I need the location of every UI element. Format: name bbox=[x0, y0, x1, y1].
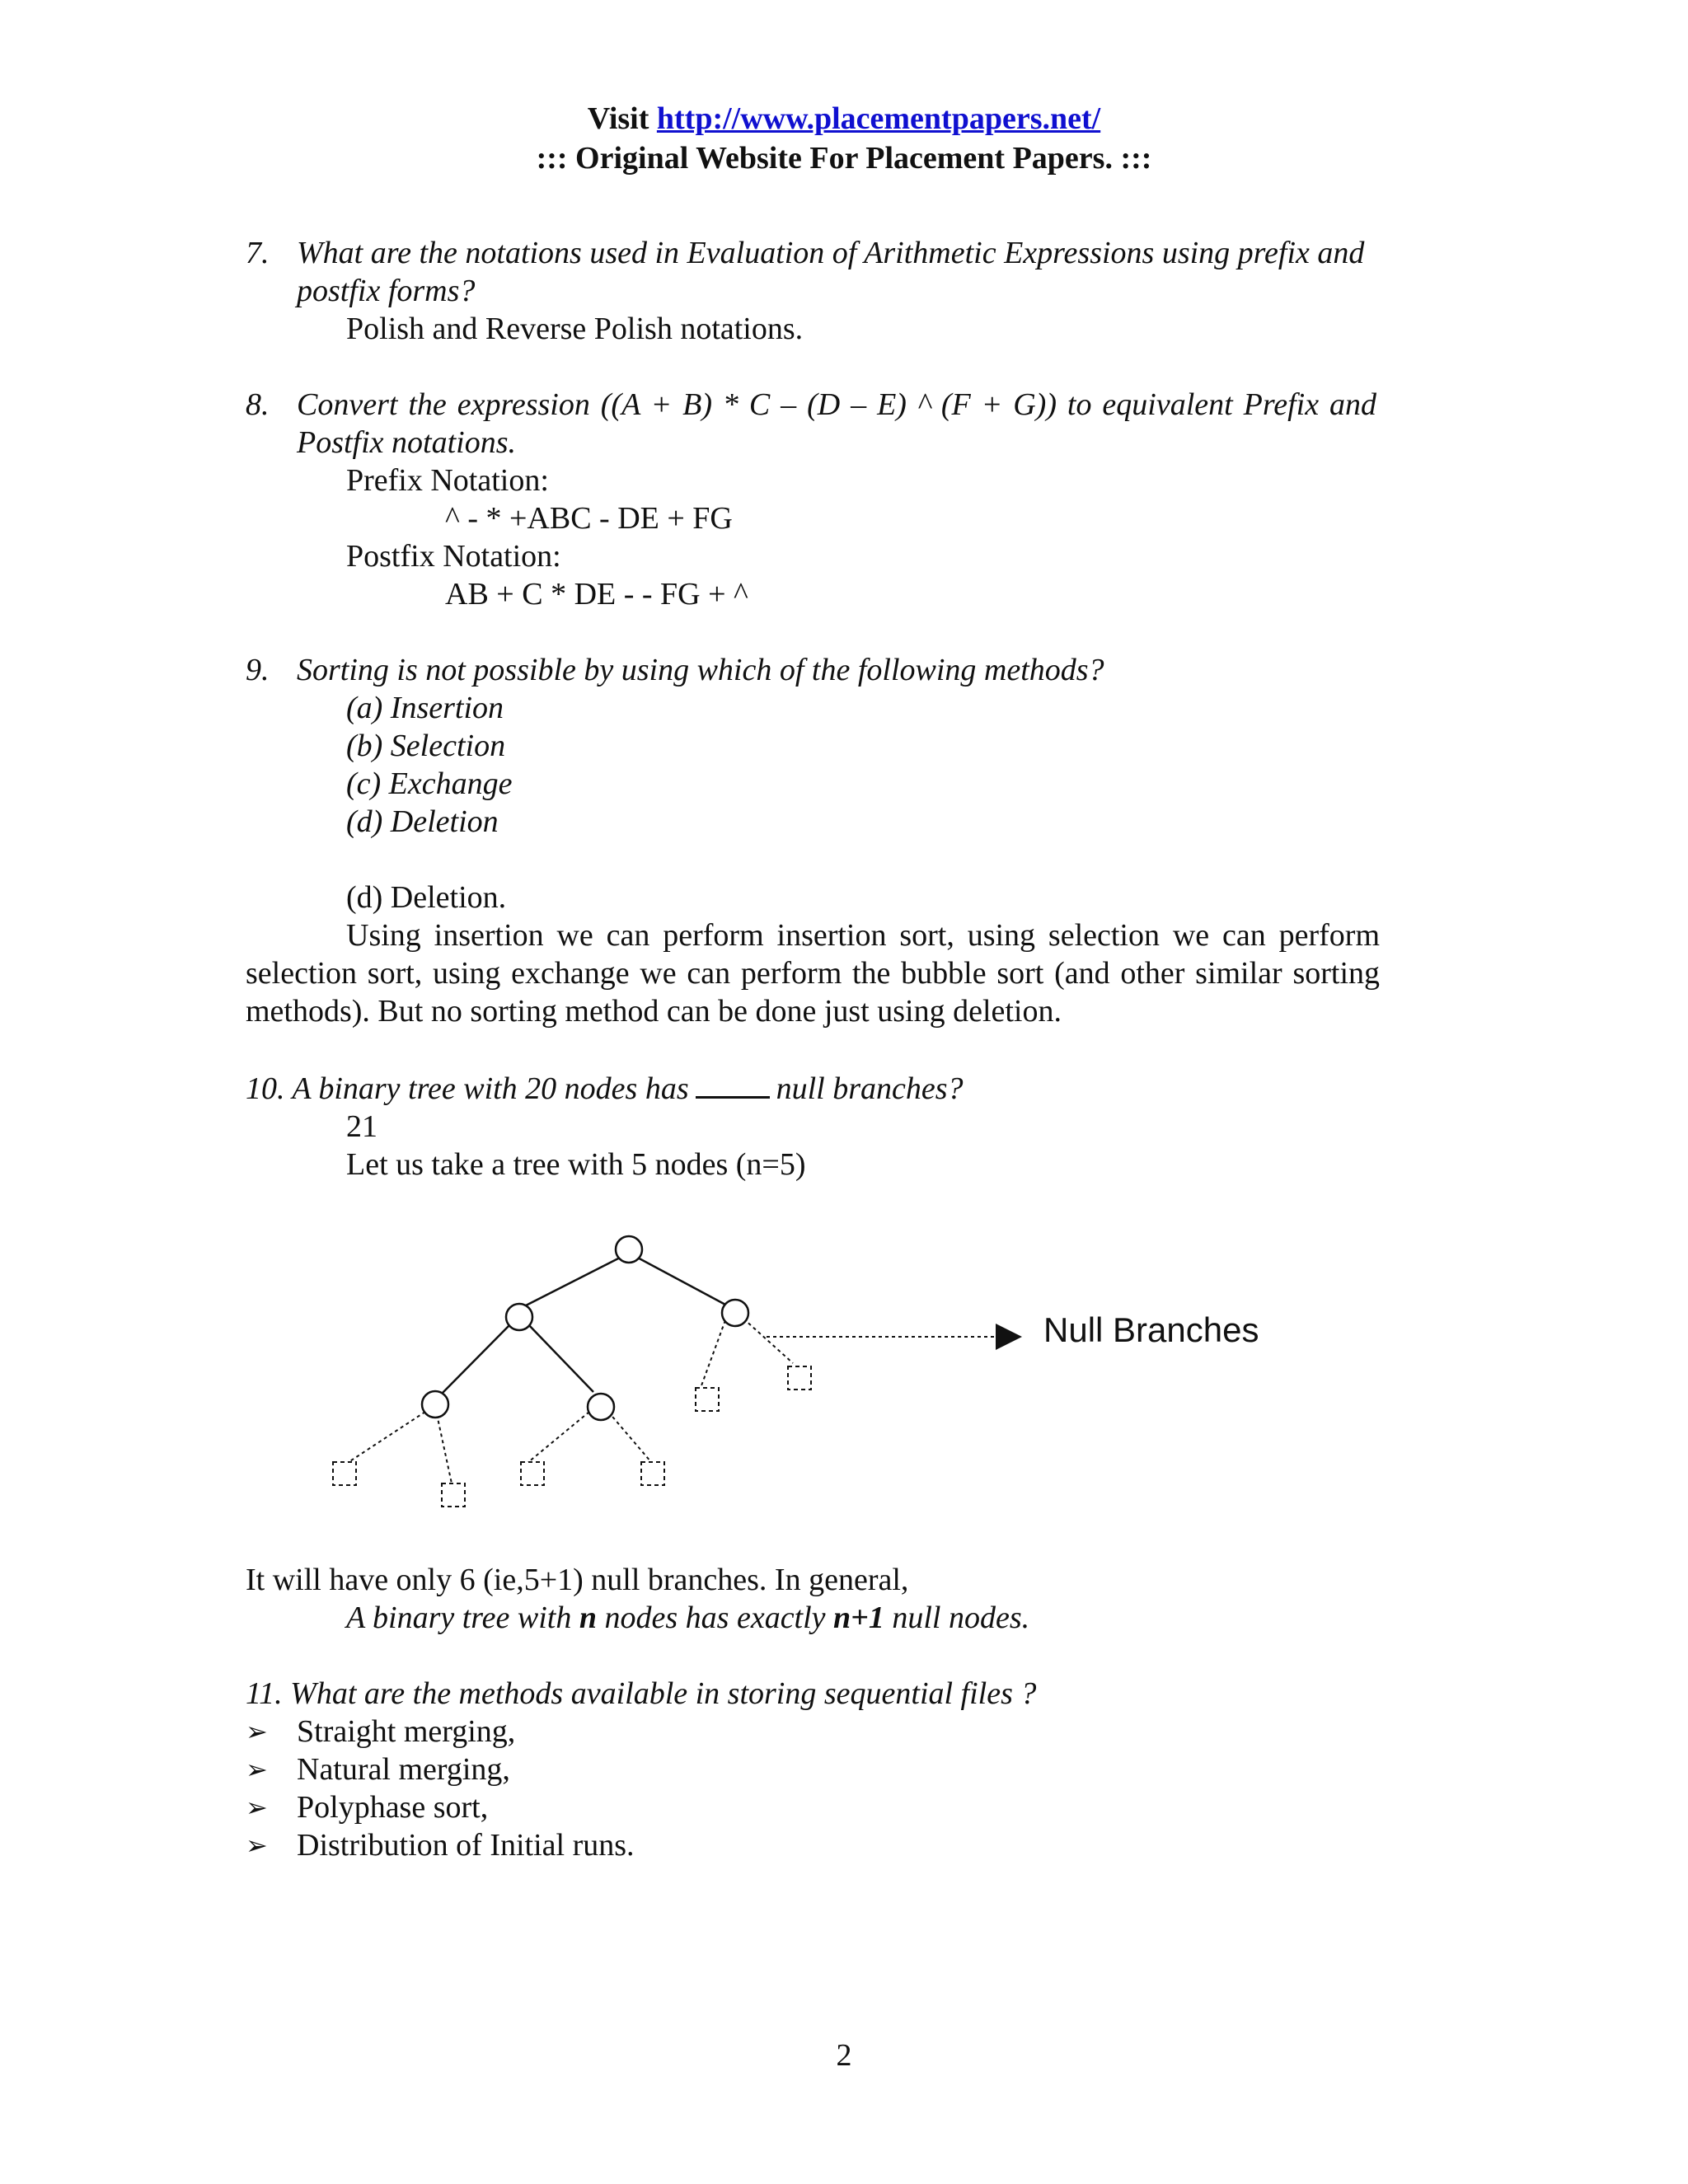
arrow-bullet-icon: ➢ bbox=[246, 1754, 268, 1785]
question-10-example: Let us take a tree with 5 nodes (n=5) bbox=[346, 1147, 806, 1182]
postfix-label: Postfix Notation: bbox=[346, 539, 561, 574]
tree-node bbox=[616, 1236, 642, 1263]
arrow-bullet-icon: ➢ bbox=[246, 1792, 268, 1823]
option-c: (c) Exchange bbox=[346, 766, 513, 801]
tree-edge bbox=[635, 1256, 727, 1305]
methods-list bbox=[246, 1713, 1380, 1864]
question-11-text: 11. What are the methods available in storing sequential files ? bbox=[246, 1676, 1037, 1711]
null-branch-edge bbox=[608, 1412, 651, 1462]
list-item: ➢ Natural merging, bbox=[246, 1752, 510, 1787]
tree-node bbox=[588, 1394, 614, 1420]
question-9-explanation: Using insertion we can perform insertion sort, using selection we can perform selection sort, using exchange we can perform the bubble sort (and other similar sorting methods). But no sorting method can be done just using deletion. bbox=[246, 918, 1380, 1029]
null-node bbox=[641, 1462, 664, 1485]
null-branch-edge bbox=[437, 1414, 452, 1483]
arrow-bullet-icon: ➢ bbox=[246, 1716, 268, 1747]
prefix-label: Prefix Notation: bbox=[346, 463, 549, 498]
option-d: (d) Deletion bbox=[346, 804, 499, 839]
postfix-value: AB + C * DE - - FG + ^ bbox=[445, 577, 748, 612]
null-branch-edge bbox=[701, 1320, 725, 1388]
list-item: ➢ Polyphase sort, bbox=[246, 1790, 489, 1825]
null-branches-label: Null Branches bbox=[1043, 1310, 1259, 1349]
general-rule: A binary tree with n nodes has exactly n+1 null nodes. bbox=[346, 1601, 1030, 1635]
null-node bbox=[442, 1483, 465, 1507]
tree-node bbox=[506, 1304, 532, 1330]
question-10-conclusion bbox=[246, 1561, 1380, 1637]
question-7-answer: Polish and Reverse Polish notations. bbox=[346, 312, 804, 346]
question-9-answer: (d) Deletion. bbox=[346, 880, 507, 915]
question-11 bbox=[246, 1675, 1380, 1864]
list-item: ➢ Distribution of Initial runs. bbox=[246, 1828, 635, 1863]
header-tagline: ::: Original Website For Placement Papers. ::: bbox=[536, 141, 1152, 176]
website-link[interactable]: http://www.placementpapers.net/ bbox=[656, 101, 1101, 136]
null-node bbox=[521, 1462, 544, 1485]
question-9-text: 9. Sorting is not possible by using which of the following methods? bbox=[246, 653, 1104, 687]
page-number: 2 bbox=[836, 2038, 852, 2073]
tree-edge bbox=[528, 1324, 593, 1392]
conclusion-text: It will have only 6 (ie,5+1) null branches. In general, bbox=[246, 1563, 909, 1597]
prefix-value: ^ - * +ABC - DE + FG bbox=[445, 501, 733, 536]
tree-edge bbox=[441, 1324, 511, 1394]
null-branch-edge bbox=[346, 1412, 425, 1464]
null-branch-edge bbox=[743, 1319, 793, 1363]
option-b: (b) Selection bbox=[346, 729, 506, 763]
option-a: (a) Insertion bbox=[346, 691, 504, 725]
null-node bbox=[696, 1388, 719, 1411]
pointer-arrowhead bbox=[996, 1324, 1022, 1350]
arrow-bullet-icon: ➢ bbox=[246, 1830, 268, 1861]
null-branch-edge bbox=[528, 1412, 589, 1463]
null-node bbox=[788, 1366, 811, 1390]
tree-edge bbox=[526, 1256, 623, 1305]
visit-label: Visit bbox=[587, 101, 657, 136]
tree-node bbox=[722, 1300, 748, 1326]
list-item: ➢ Straight merging, bbox=[246, 1714, 516, 1749]
question-7-text: 7. What are the notations used in Evaluation of Arithmetic Expressions using prefix and postfix forms? bbox=[246, 236, 1365, 308]
question-10-text: 10. A binary tree with 20 nodes has null branches? bbox=[246, 1071, 964, 1106]
question-10-answer: 21 bbox=[346, 1109, 377, 1144]
null-node bbox=[333, 1462, 356, 1485]
question-8-text: 8. Convert the expression ((A + B) * C – (D – E) ^ (F + G)) to equivalent Prefix and Postfix notations. bbox=[246, 387, 1376, 460]
tree-node bbox=[422, 1391, 448, 1418]
